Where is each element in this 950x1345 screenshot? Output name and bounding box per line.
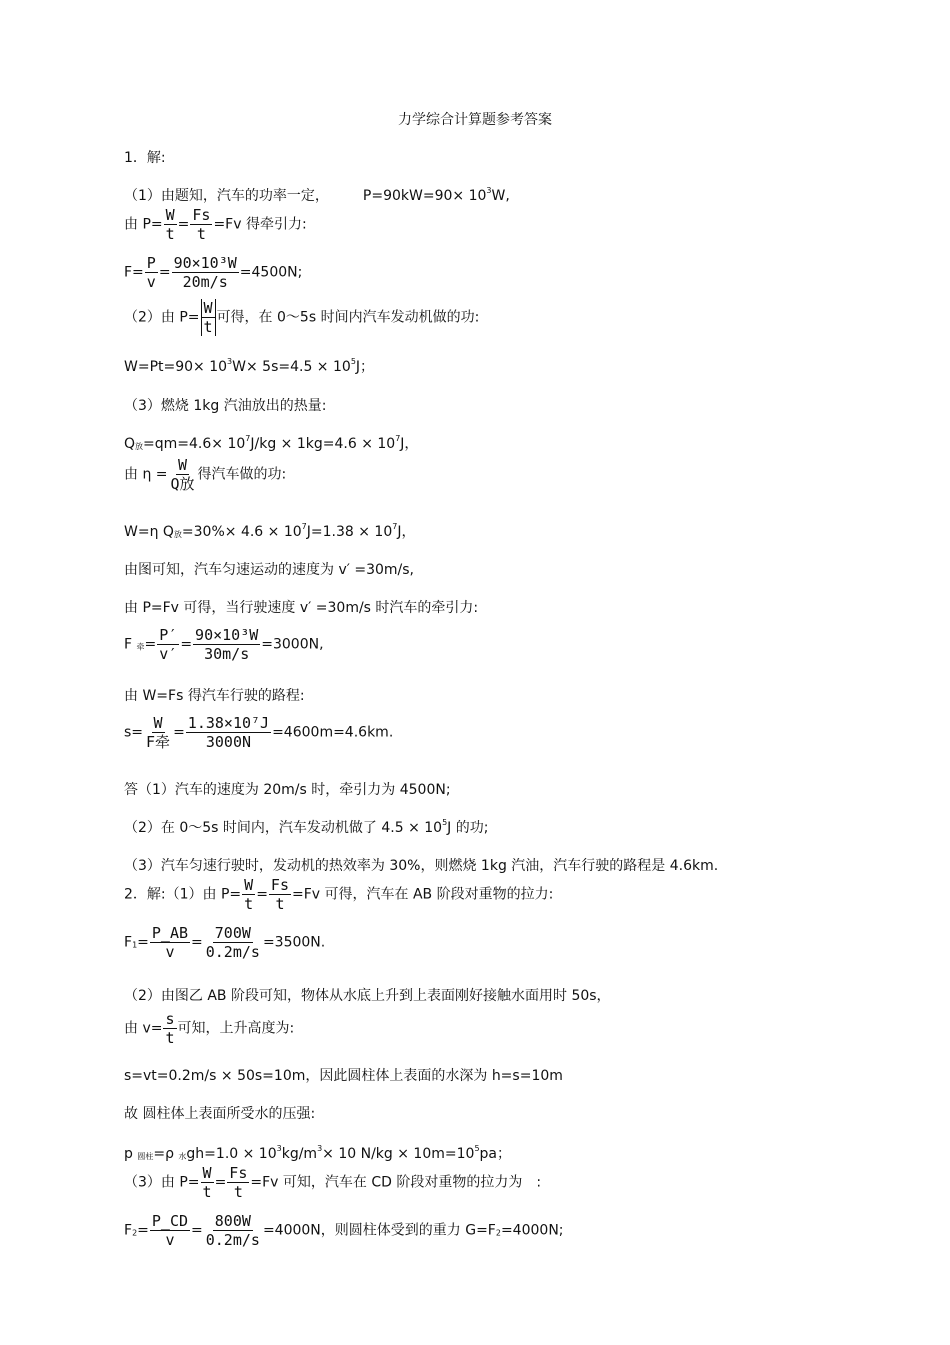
q1-line-distance-intro: 由 W=Fs 得汽车行驶的路程: <box>124 688 305 704</box>
q1-line-traction-intro: 由 P=Fv 可得，当行驶速度 v′ =30m/s 时汽车的牵引力: <box>124 600 479 616</box>
fraction: $\frac{W}{t}$ <box>244 876 254 913</box>
fraction: $\frac{P\_AB}{v}$ <box>151 924 189 961</box>
q2-line-f2-calc: F2= $\frac{P\_CD}{v}$ = $\frac{800W}{0.2m/s}$ =4000N，则圆柱体受到的重力 G=F2=4000N; <box>124 1212 564 1249</box>
fraction: W F牵 <box>146 714 171 751</box>
q2-line-f1-calc: F1= $\frac{P\_AB}{v}$ = $\frac{700W}{0.2m/s}$ =3500N. <box>124 924 326 961</box>
fraction: $\frac{P'}{v'}$ <box>159 626 178 663</box>
q1-line-heat-calc: Q放$=qm=4.6\times 10^7J/kg \times 1kg=4.6 \times 10^7J$， <box>124 434 419 452</box>
q1-line-heat-intro: （3）燃烧 1kg 汽油放出的热量: <box>124 398 327 414</box>
fraction: $\frac{700W}{0.2m/s}$ <box>205 924 260 961</box>
q2-line-force-formula: 2．解:（1）由 P= $\frac{W}{t}$ = $\frac{Fs}{t}$ =Fv 可得，汽车在 AB 阶段对重物的拉力: <box>124 876 554 913</box>
q1-line-force-calc: F= $\frac{P}{v}$ = $\frac{\text{90×10³W}}{20m/s}$ =4500N; <box>124 254 303 291</box>
q2-line-graph: （2）由图乙 AB 阶段可知，物体从水底上升到上表面刚好接触水面用时 50s， <box>124 988 611 1004</box>
q2-line-pressure-intro: 故 圆柱体上表面所受水的压强: <box>124 1106 316 1122</box>
q1-heading: 1．解: <box>124 150 166 166</box>
q2-line-cd-formula: （3）由 P= $\frac{W}{t}$ = $\frac{Fs}{t}$ =Fv 可知，汽车在 CD 阶段对重物的拉力为 : <box>124 1164 542 1201</box>
fraction: $\frac{\text{1.38×10⁷J}}{3000N}$ <box>187 714 270 751</box>
fraction: $\frac{800W}{0.2m/s}$ <box>205 1212 260 1249</box>
q1-line-speed: 由图可知，汽车匀速运动的速度为 v′ =30m/s, <box>124 562 415 578</box>
fraction: $\frac{P\_CD}{v}$ <box>151 1212 189 1249</box>
q1-line-distance-calc: s= W F牵 = $\frac{\text{1.38×10⁷J}}{3000N}$ =4600m=4.6km. <box>124 714 394 751</box>
fraction: $\frac{Fs}{t}$ <box>192 206 211 243</box>
fraction: $\frac{\text{90×10³W}}{30m/s}$ <box>195 626 259 663</box>
page-title: 力学综合计算题参考答案 <box>398 112 552 128</box>
q1-line-efficiency: 由 η = W Q放 得汽车做的功: <box>124 456 287 493</box>
fraction: $\frac{P}{v}$ <box>146 254 156 291</box>
q1-line-traction-calc: F 牵= $\frac{P'}{v'}$ = $\frac{\text{90×10³W}}{30m/s}$ =3000N, <box>124 626 324 663</box>
q1-answer-2: （2）在 0～5s 时间内，汽车发动机做了 $4.5 \times 10^5J$ 的功; <box>124 818 489 836</box>
q2-line-depth: s=vt=0.2m/s × 50s=10m，因此圆柱体上表面的水深为 h=s=10m <box>124 1068 563 1084</box>
q1-answer-3: （3）汽车匀速行驶时，发动机的热效率为 30%，则燃烧 1kg 汽油，汽车行驶的路程是 4.6km. <box>124 858 719 874</box>
q1-line-power: （1）由题知，汽车的功率一定， $P=90kW=90\times 10^3W$, <box>124 186 510 204</box>
fraction: $\frac{W}{t}$ <box>201 299 216 336</box>
fraction: $\frac{Fs}{t}$ <box>270 876 289 913</box>
fraction: $\frac{W}{t}$ <box>165 206 175 243</box>
fraction: $\frac{\text{90×10³W}}{20m/s}$ <box>173 254 237 291</box>
fraction: $\frac{s}{t}$ <box>165 1010 175 1047</box>
q1-line-work-formula: （2）由 P= $\frac{W}{t}$ 可得，在 0～5s 时间内汽车发动机做的功: <box>124 299 480 336</box>
fraction: $\frac{Fs}{t}$ <box>229 1164 248 1201</box>
q2-line-pressure-calc: p 圆柱=ρ 水$gh=1.0 \times 10^3kg/m^3\times 10$ $N/kg \times 10m=10^5pa$； <box>124 1144 511 1162</box>
q1-answer-1: 答（1）汽车的速度为 20m/s 时，牵引力为 4500N; <box>124 782 451 798</box>
q1-line-useful-work: W=η Q放$=30\%\times 4.6 \times 10^7J=1.38 \times 10^7J$， <box>124 522 416 540</box>
q2-line-speed-formula: 由 v= $\frac{s}{t}$ 可知，上升高度为: <box>124 1010 295 1047</box>
q1-line-work-calc: $W=Pt=90\times 10^3W\times 5s=4.5 \times 10^5J$； <box>124 357 375 375</box>
q1-line-force-formula: 由 P= $\frac{W}{t}$ = $\frac{Fs}{t}$ =Fv 得牵引力: <box>124 206 307 243</box>
fraction: W Q放 <box>170 456 195 493</box>
fraction: $\frac{W}{t}$ <box>202 1164 212 1201</box>
